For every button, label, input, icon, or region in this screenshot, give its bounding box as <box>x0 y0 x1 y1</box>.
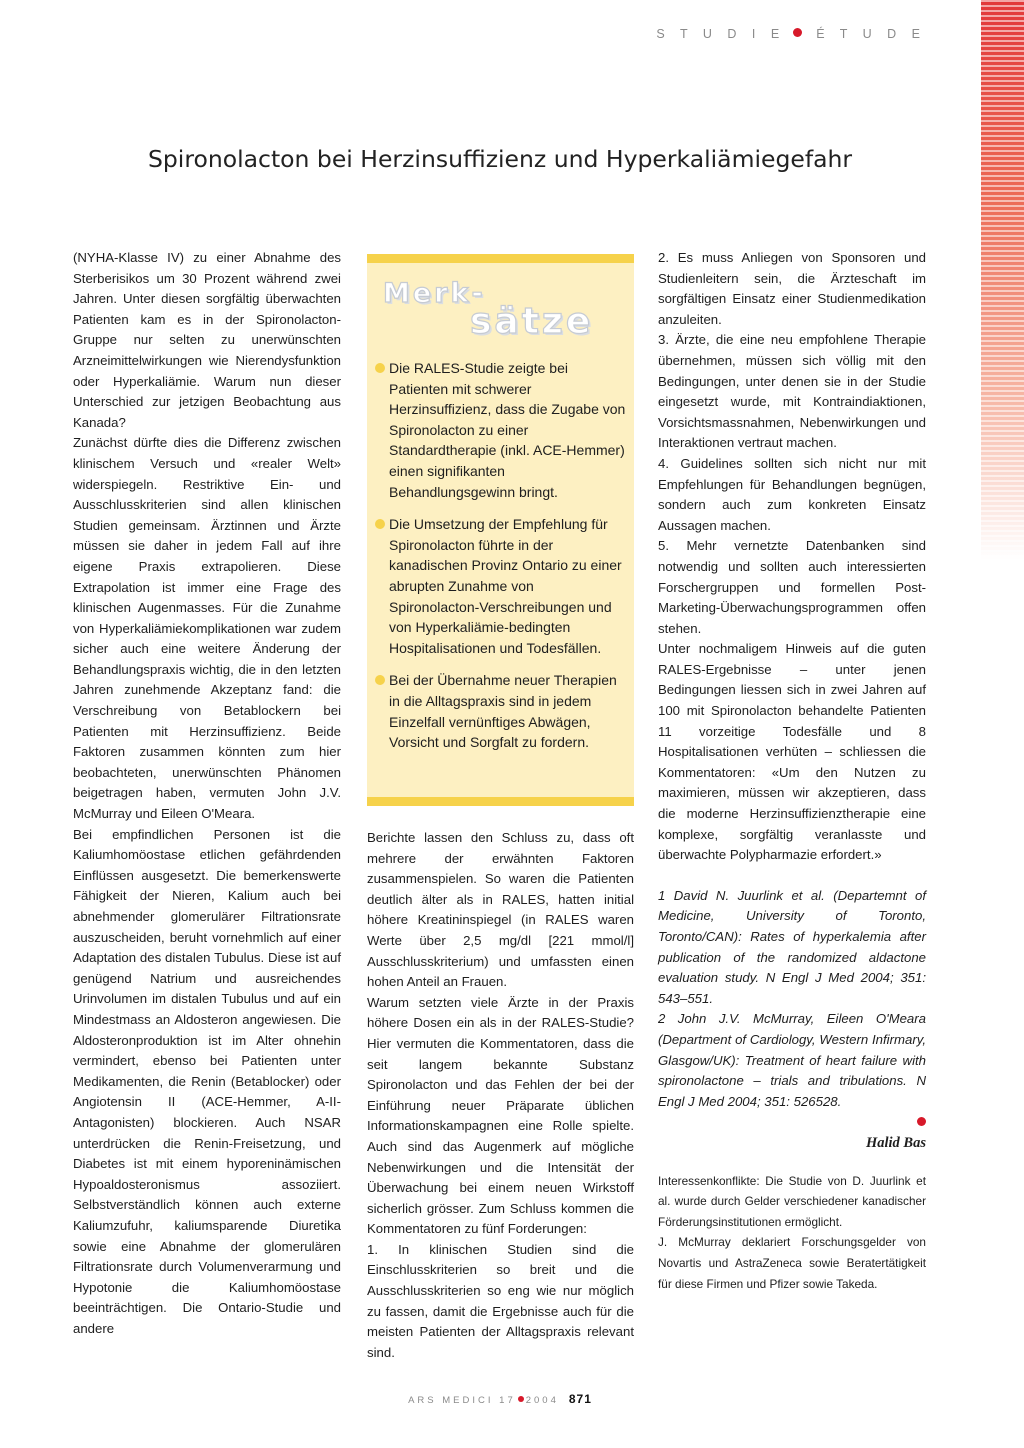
header-left-word: S T U D I E <box>656 27 786 41</box>
reference-item: 1 David N. Juurlink et al. (Departemnt of Medicine, University of Toronto, Toronto/CAN): Rates of hyperkalemia after publication of the randomized aldactone evaluation study. N Engl J Med 2004; 351: 543–551. <box>658 887 926 1006</box>
bullet-dot-icon <box>375 519 385 529</box>
journal-name: ARS MEDICI 17 <box>408 1395 516 1406</box>
paragraph: Unter nochmaligem Hinweis auf die guten RALES-Ergebnisse – unter jenen Bedingungen liessen sich in zwei Jahren auf 100 mit Spironolacton behandelte Patienten 11 vorzeitige Todesfälle und 8 Hospitalisationen verhüten – schliessen die Kommentatoren: «Um den Nutzen zu maximieren, müssen wir akzeptieren, dass die moderne Herzinsuffizienztherapie eine komplexe, sorgfältig veranlasste und überwachte Polypharmazie erfordert.» <box>658 641 926 863</box>
key-point-text: Die Umsetzung der Empfehlung für Spironolacton führte in der kanadischen Provinz Ontario zu einer abrupten Zunahme von Spironolacton-Verschreibungen und von Hyperkaliämie-bedingten Hospitalisationen und Todesfällen. <box>389 516 622 656</box>
box-title-line-2: sätze <box>470 301 594 342</box>
paragraph: 3. Ärzte, die eine neu empfohlene Therapie übernehmen, müssen sich völlig mit den Bedingungen, unter denen sie in der Studie eingesetzt wurde, mit Kontraindiaktionen, Vorsichtsmassnahmen, Nebenwirkungen und Interaktionen vertraut machen. <box>658 332 926 451</box>
paragraph: Zunächst dürfte dies die Differenz zwischen klinischem Versuch und «realer Welt» widerspiegeln. Restriktive Ein- und Ausschlusskriterien sind allen klinischen Studien gemeinsam. Ärztinnen und Ärzte müssen sie daher in jedem Fall auf ihre eigene Praxis extrapolieren. Diese Extrapolation ist immer eine Frage des klinischen Augenmasses. Für die Zunahme von Hyperkaliämiekomplikationen war zudem sicher auch eine weitere Änderung der Behandlungspraxis wichtig, die in den letzten Jahren zunehmende Akzeptanz fand: die Verschreibung von Betablockern bei Patienten mit Herzinsuffizienz. Beide Faktoren zusammen könnten zum hier beobachteten, unerwünschten Phänomen beigetragen haben, vermuten John J.V. McMurray und Eileen O'Meara. <box>73 435 341 822</box>
key-points-list <box>375 358 627 765</box>
column-1 <box>73 248 341 1339</box>
list-item <box>375 670 627 752</box>
conflict-text: Interessenkonflikte: Die Studie von D. Juurlink et al. wurde durch Gelder verschiedener kanadischer Förderungsinstitutionen ermöglicht. <box>658 1173 926 1229</box>
paragraph: Bei empfindlichen Personen ist die Kaliumhomöostase etlichen gefährdenden Einflüssen ausgesetzt. Die bemerkenswerte Fähigkeit der Nieren, Kalium auch bei abnehmender glomerulärer Filtrationsrate auszuscheiden, beruht vornehmlich auf einer Adaptation des distalen Tubulus. Diese ist auf genügend Natrium und ausreichendes Urinvolumen im distalen Tubulus und auf ein Mindestmass an Aldosteron angewiesen. Die Aldosteronproduktion ist im Alter ohnehin vermindert, ebenso bei Patienten unter Medikamenten, die Renin (Betablocker) oder Angiotensin II (ACE-Hemmer, A-II-Antagonisten) blockieren. Auch NSAR unterdrücken die Renin-Freisetzung, und Diabetes ist mit einem hyporeninämischen Hypoaldosteronismus assoziiert. Selbstverständlich können auch externe Kaliumzufuhr, kaliumsparende Diuretika sowie eine Abnahme der glomerulären Filtrationsrate durch Volumenverarmung und Hypotonie die Kaliumhomöostase beeinträchtigen. Die Ontario-Studie und andere <box>73 826 341 1336</box>
bullet-dot-icon <box>375 675 385 685</box>
page-number: 871 <box>568 1392 592 1406</box>
references <box>658 886 926 1113</box>
paragraph: 4. Guidelines sollten sich nicht nur mit Empfehlungen für Behandlungen begnügen, sondern auch zum konkreten Einsatz Aussagen machen. <box>658 455 926 533</box>
footer-dot-icon <box>518 1396 524 1402</box>
journal-year: 2004 <box>525 1395 559 1406</box>
bullet-dot-icon <box>375 363 385 373</box>
key-point-text: Bei der Übernahme neuer Therapien in die Alltagspraxis sind in jedem Einzelfall vernünftiges Abwägen, Vorsicht und Sorgfalt zu fordern. <box>389 672 617 751</box>
end-dot-icon <box>917 1117 926 1126</box>
key-point-text: Die RALES-Studie zeigte bei Patienten mit schwerer Herzinsuffizienz, dass die Zugabe von Spironolacton zu einer Standardtherapie (inkl. ACE-Hemmer) einen signifikanten Behandlungsgewinn bringt. <box>389 360 626 500</box>
list-item <box>375 514 627 658</box>
paragraph: Warum setzten viele Ärzte in der Praxis höhere Dosen ein als in der RALES-Studie? Hier vermuten die Kommentatoren, dass die seit langem bekannte Substanz Spironolacton und das Fehlen der bei der Einführung neuer Präparate üblichen Informationskampagnen eine Rolle spielte. Auch sind das Augenmerk auf mögliche Nebenwirkungen und die Intensität der Überwachung bei einem neuen Wirkstoff sicherlich grösser. Zum Schluss kommen die Kommentatoren zu fünf Forderungen: <box>367 994 634 1237</box>
end-mark <box>658 1112 926 1133</box>
list-item <box>375 358 627 502</box>
running-header <box>656 27 926 41</box>
paragraph: (NYHA-Klasse IV) zu einer Abnahme des Sterberisikos um 30 Prozent während zwei Jahren. Unter diesen sorgfältig überwachten Patienten kam es in der Spironolacton-Gruppe nur selten zu unerwünschten Arzneimittelwirkungen wie Nierendysfunktion oder Hyperkaliämie. Warum nun dieser Unterschied zur jetzigen Beobachtung aus Kanada? <box>73 250 341 430</box>
author-name: Halid Bas <box>865 1134 926 1151</box>
conflict-text: J. McMurray deklariert Forschungsgelder von Novartis und AstraZeneca sowie Beratertätigkeit für diese Firmen und Pfizer sowie Takeda. <box>658 1235 926 1291</box>
header-right-word: É T U D E <box>816 27 926 41</box>
column-3 <box>658 248 926 1294</box>
paragraph: 5. Mehr vernetzte Datenbanken sind notwendig und sollten auch interessierten Forschergruppen und formellen Post-Marketing-Überwachungsprogrammen offen stehen. <box>658 538 926 636</box>
decorative-color-stripe <box>981 0 1024 560</box>
key-points-box <box>367 254 634 806</box>
reference-item: 2 John J.V. McMurray, Eileen O'Meara (Department of Cardiology, Western Infirmary, Glasgow/UK): Treatment of heart failure with spironolactone – trials and tribulations. N Engl J Med 2004; 351: 526528. <box>658 1011 926 1109</box>
column-2 <box>367 828 634 1363</box>
paragraph: 2. Es muss Anliegen von Sponsoren und Studienleitern sein, die Ärzteschaft im sorgfältigen Einsatz einer Studienmedikation anzuleiten. <box>658 250 926 327</box>
box-title-line-1: Merk- <box>383 278 486 309</box>
conflicts-of-interest <box>658 1171 926 1295</box>
article-title: Spironolacton bei Herzinsuffizienz und Hyperkaliämiegefahr <box>147 145 853 173</box>
header-dot-icon <box>793 28 802 37</box>
paragraph: Berichte lassen den Schluss zu, dass oft mehrere der erwähnten Faktoren zusammenspielen. So waren die Patienten deutlich älter als in RALES, hatten initial höhere Kreatininspiegel (in RALES waren Werte über 2,5 mg/dl [221 mmol/l] Ausschlusskriterium) und umfassten einen hohen Anteil an Frauen. <box>367 830 634 990</box>
page-footer <box>0 1392 1000 1406</box>
paragraph: 1. In klinischen Studien sind die Einschlusskriterien so breit und die Ausschlusskriterien so eng wie nur möglich zu fassen, damit die Ergebnisse auch für die meisten Patienten der Alltagspraxis relevant sind. <box>367 1241 634 1360</box>
